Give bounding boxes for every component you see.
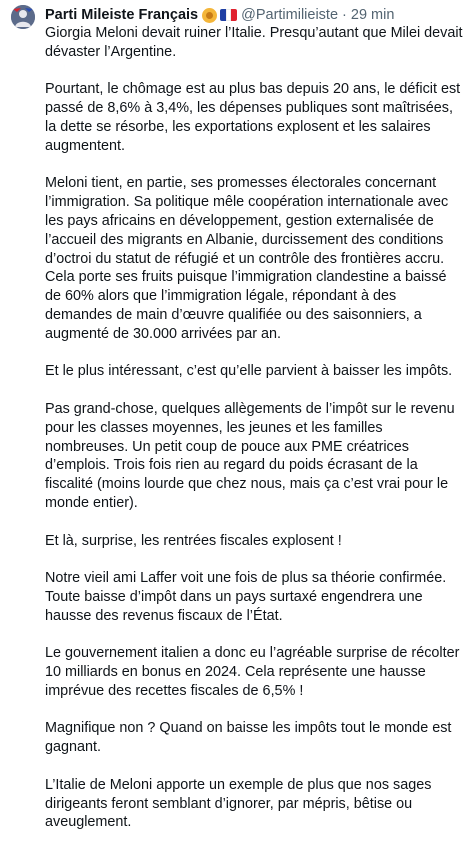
tweet-paragraph: Notre vieil ami Laffer voit une fois de plus sa théorie confirmée. Toute baisse d’impôt dans un pays surtaxé engendrera une hausse des revenus fiscaux de l’État. xyxy=(45,570,447,624)
tweet-paragraph: Pourtant, le chômage est au plus bas depuis 20 ans, le déficit est passé de 8,6% à 3,4%, les dépenses publiques sont maîtrisées, la dette se résorbe, les exportations explosent et les salaires augmentent. xyxy=(45,81,461,154)
author-handle[interactable]: @Partimilieiste xyxy=(241,7,339,23)
lion-emoji-icon xyxy=(202,8,217,23)
tweet-timestamp[interactable]: 29 min xyxy=(350,7,395,23)
tweet-paragraph: Le gouvernement italien a donc eu l’agréable surprise de récolter 10 milliards en bonus en 2024. Cela représente une hausse imprévue des recettes fiscales de 6,5% ! xyxy=(45,645,460,699)
avatar[interactable] xyxy=(11,5,35,29)
tweet-paragraph: Giorgia Meloni devait ruiner l’Italie. Presqu’autant que Milei devait dévaster l’Argentine. xyxy=(45,25,463,60)
tweet-text xyxy=(45,24,463,851)
french-flag-icon xyxy=(220,9,237,21)
tweet-paragraph: Et le plus intéressant, c’est qu’elle parvient à baisser les impôts. xyxy=(45,363,453,380)
tweet-header xyxy=(45,6,394,24)
tweet-paragraph: L’Italie de Meloni apporte un exemple de plus que nos sages dirigeants feront semblant d’ignorer, par mépris, bêtise ou aveuglement. xyxy=(45,776,432,831)
tweet-paragraph: Pas grand-chose, quelques allègements de l’impôt sur le revenu pour les classes moyennes, les jeunes et les familles nombreuses. Un petit coup de pouce aux PME créatrices d’emplois. Trois fois rien au regard du poids écrasant de la fiscalité (moins lourde que chez nous, mais ça c’est vrai pour le monde entier). xyxy=(45,400,455,511)
tweet-paragraph: Et là, surprise, les rentrées fiscales explosent ! xyxy=(45,532,342,549)
avatar-image xyxy=(11,5,35,29)
author-display-name[interactable]: Parti Mileiste Français xyxy=(45,7,199,23)
tweet-paragraph: Magnifique non ? Quand on baisse les impôts tout le monde est gagnant. xyxy=(45,720,452,756)
tweet-paragraph: Meloni tient, en partie, ses promesses électorales concernant l’immigration. Sa politique mêle coopération internationale avec les pays africains en développement, gestion externalisée de l’accueil des migrants en Albanie, durcissement des conditions d’octroi du statut de réfugié et un contrôle des frontières accru. Cela porte ses fruits puisque l’immigration clandestine a baissé de 60% alors que l’immigration légale, répondant à des demandes de main d’œuvre qualifiée ou des saisonniers, a augmenté de 30.000 arrivées par an. xyxy=(45,175,449,342)
separator-dot: · xyxy=(342,7,347,23)
